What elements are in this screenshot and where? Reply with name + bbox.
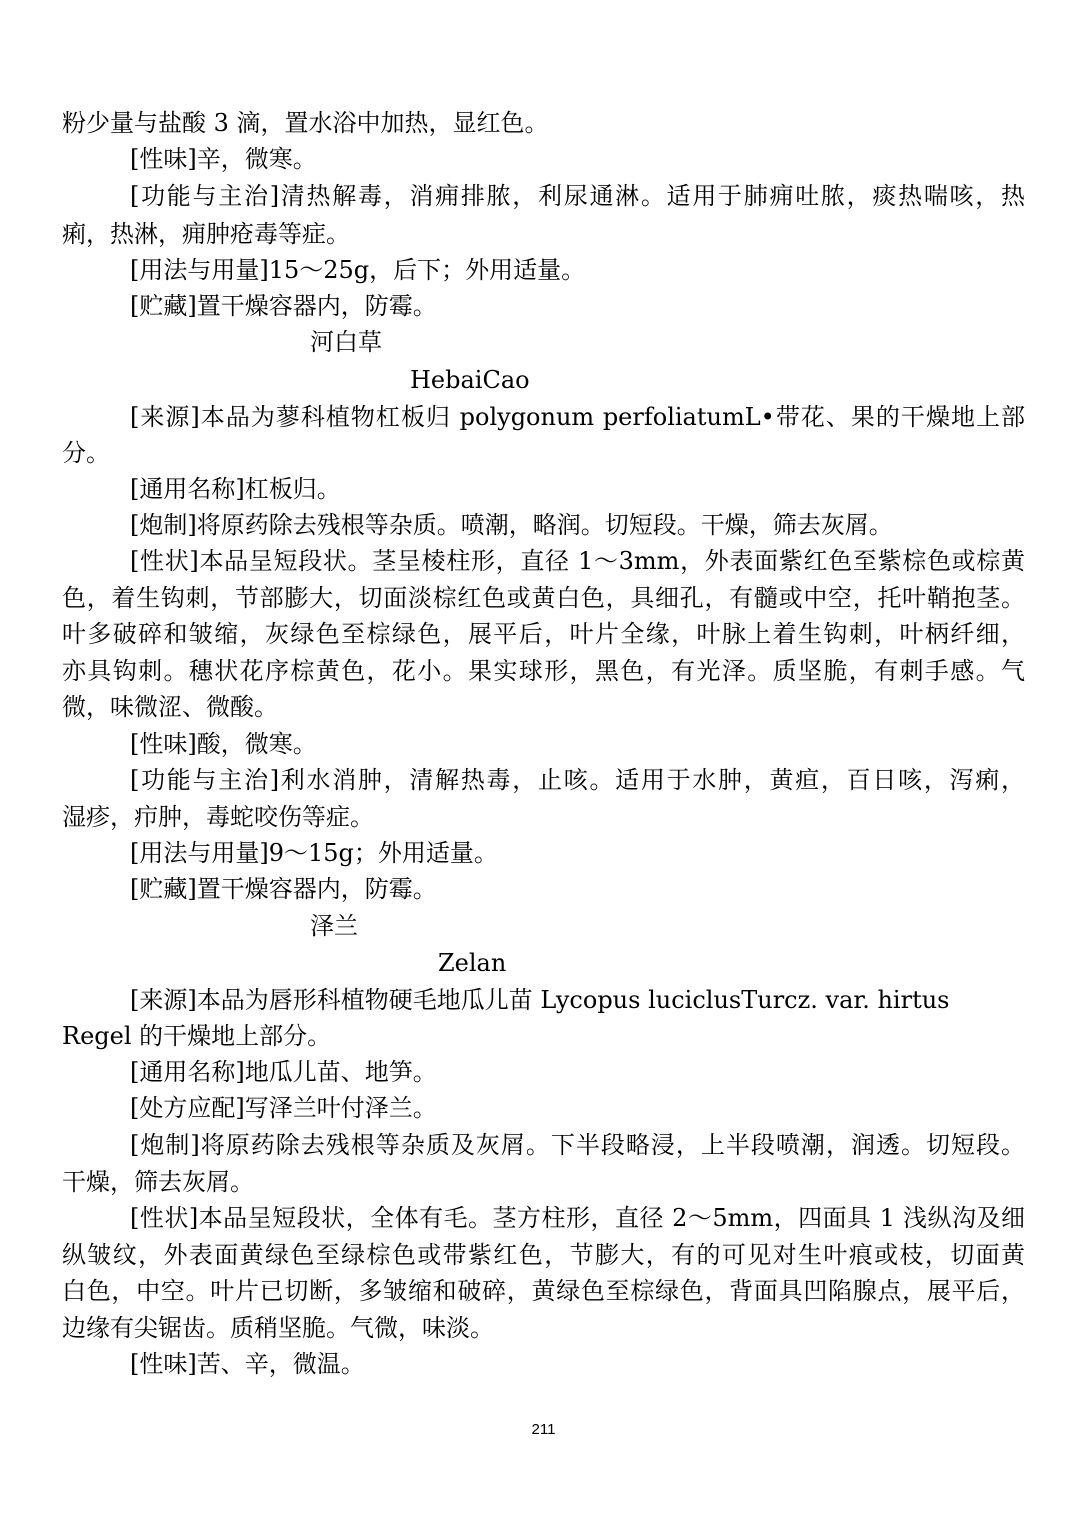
entry-title: 泽兰 — [310, 912, 358, 940]
property-taste-line: [性味]苦、辛，微温。 — [130, 1350, 365, 1378]
entry-pinyin: HebaiCao — [410, 366, 530, 394]
prescription-line: [处方应配]写泽兰叶付泽兰。 — [130, 1094, 437, 1122]
description-line: [性状]本品呈短段状，全体有毛。茎方柱形，直径 2～5mm，四面具 1 浅纵沟及细 — [130, 1204, 1025, 1232]
common-name-line: [通用名称]地瓜儿苗、地笋。 — [130, 1058, 437, 1086]
text-line: 边缘有尖锯齿。质稍坚脆。气微，味淡。 — [62, 1314, 494, 1342]
text-line: 分。 — [62, 439, 110, 467]
source-line: [来源]本品为蓼科植物杠板归 polygonum perfoliatumL•带花、果的干燥地上部 — [130, 403, 1025, 431]
property-taste-line: [性味]酸，微寒。 — [130, 730, 317, 758]
storage-line: [贮藏]置干燥容器内，防霉。 — [130, 875, 437, 903]
common-name-line: [通用名称]杠板归。 — [130, 475, 341, 503]
processing-line: [炮制]将原药除去残根等杂质。喷潮，略润。切短段。干燥，筛去灰屑。 — [130, 511, 893, 539]
text-line: 干燥，筛去灰屑。 — [62, 1168, 254, 1196]
indications-line: [功能与主治]利水消肿，清解热毒，止咳。适用于水肿，黄疸，百日咳，泻痢， — [130, 766, 1025, 794]
text-line: 微，味微涩、微酸。 — [62, 693, 278, 721]
text-line: 色，着生钩刺，节部膨大，切面淡棕红色或黄白色，具细孔，有髓或中空，托叶鞘抱茎。 — [62, 584, 1025, 612]
dosage-line: [用法与用量]15～25g，后下；外用适量。 — [130, 256, 586, 284]
text-line: 白色，中空。叶片已切断，多皱缩和破碎，黄绿色至棕绿色，背面具凹陷腺点，展平后， — [62, 1277, 1025, 1305]
storage-line: [贮藏]置干燥容器内，防霉。 — [130, 292, 437, 320]
entry-title: 河白草 — [310, 328, 382, 356]
dosage-line: [用法与用量]9～15g；外用适量。 — [130, 839, 498, 867]
processing-line: [炮制]将原药除去残根等杂质及灰屑。下半段略浸，上半段喷潮，润透。切短段。 — [130, 1131, 1025, 1159]
text-line: 痢，热淋，痈肿疮毒等症。 — [62, 220, 350, 248]
text-line: 粉少量与盐酸 3 滴，置水浴中加热，显红色。 — [62, 109, 549, 137]
text-line: 纵皱纹，外表面黄绿色至绿棕色或带紫红色，节膨大，有的可见对生叶痕或枝，切面黄 — [62, 1241, 1025, 1269]
description-line: [性状]本品呈短段状。茎呈棱柱形，直径 1～3mm，外表面紫红色至紫棕色或棕黄 — [130, 547, 1025, 575]
text-line: 叶多破碎和皱缩，灰绿色至棕绿色，展平后，叶片全缘，叶脉上着生钩刺，叶柄纤细， — [62, 620, 1025, 648]
entry-pinyin: Zelan — [438, 949, 507, 977]
text-line: 湿疹，疖肿，毒蛇咬伤等症。 — [62, 803, 374, 831]
source-line: [来源]本品为唇形科植物硬毛地瓜儿苗 Lycopus luciclusTurcz. var. hirtus — [130, 986, 950, 1014]
indications-line: [功能与主治]清热解毒，消痈排脓，利尿通淋。适用于肺痈吐脓，痰热喘咳，热 — [130, 182, 1025, 210]
text-line: Regel 的干燥地上部分。 — [62, 1022, 332, 1050]
property-taste-line: [性味]辛，微寒。 — [130, 145, 317, 173]
text-line: 亦具钩刺。穗状花序棕黄色，花小。果实球形，黑色，有光泽。质坚脆，有刺手感。气 — [62, 657, 1025, 685]
page-number: 211 — [531, 1421, 556, 1438]
